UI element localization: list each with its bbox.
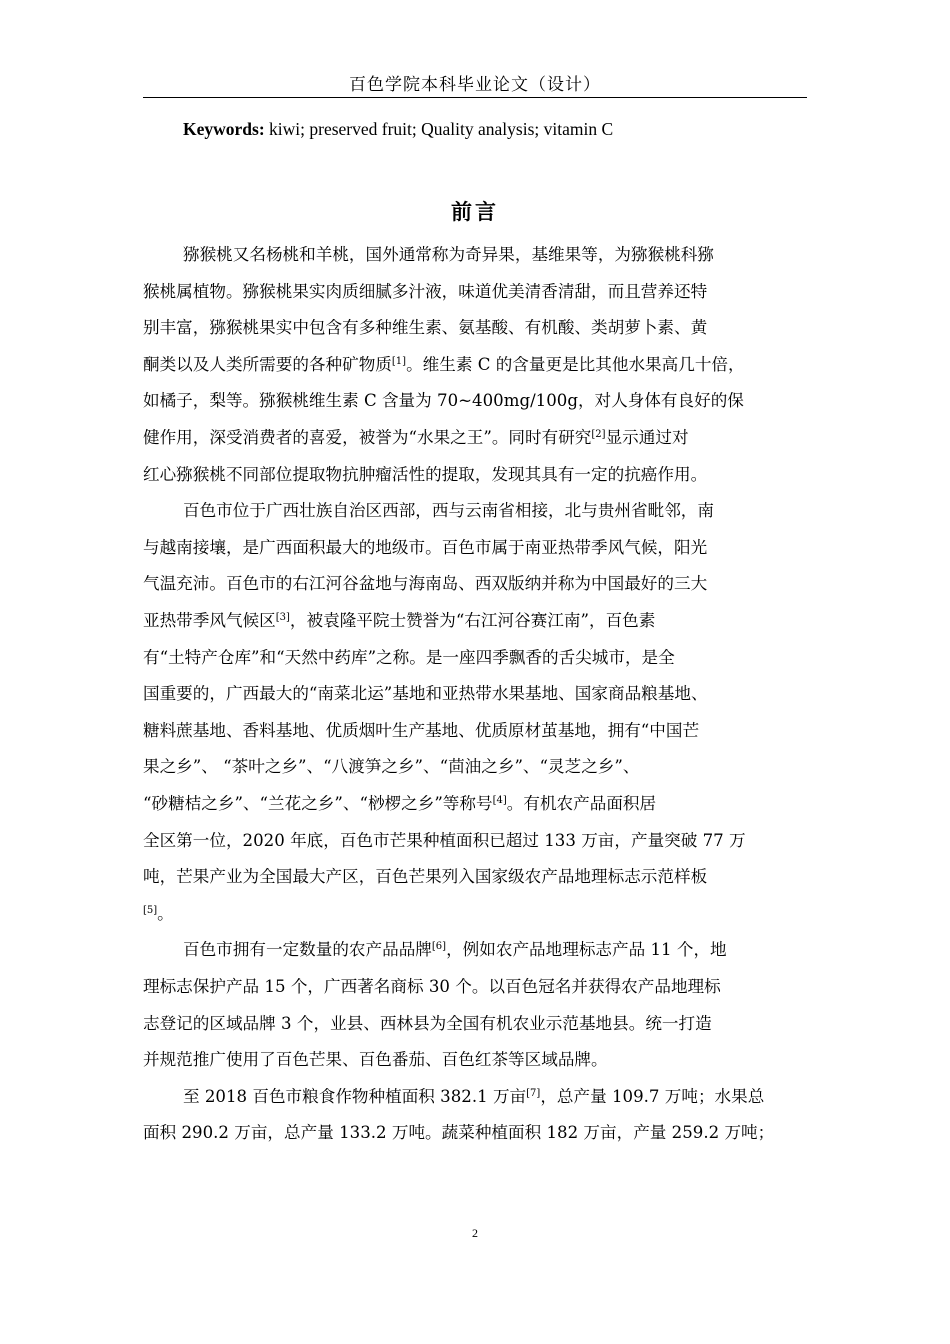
line-text: 百色市拥有一定数量的农产品品牌 [183, 940, 432, 960]
body-line [143, 823, 807, 860]
keywords-label: Keywords: [183, 119, 265, 139]
body-line [143, 859, 807, 896]
line-text-after: ，例如农产品地理标志产品 11 个，地 [446, 940, 727, 960]
line-text-after: ，总产量 109.7 万吨；水果总 [540, 1086, 765, 1106]
line-text: 全区第一位，2020 年底，百色市芒果种植面积已超过 133 万亩，产量突破 77 万 [143, 830, 746, 850]
line-text-after: ，被袁隆平院士赞誉为“右江河谷赛江南”，百色素 [289, 611, 656, 630]
line-text: 国重要的，广西最大的“南菜北运”基地和亚热带水果基地、国家商品粮基地、 [143, 684, 708, 704]
body-line [143, 676, 807, 713]
body-line [143, 274, 807, 311]
line-text: 猕猴桃又名杨桃和羊桃，国外通常称为奇异果，基维果等，为猕猴桃科猕 [183, 245, 714, 264]
keywords-text: kiwi; preserved fruit; Quality analysis; vitamin C [264, 119, 614, 139]
citation-ref: [5] [143, 904, 158, 916]
line-text-after: 。维生素 C 的含量更是比其他水果高几十倍， [406, 354, 745, 374]
line-text-after: 。 [157, 903, 174, 923]
line-text: 至 2018 百色市粮食作物种植面积 382.1 万亩 [183, 1086, 527, 1106]
citation-ref: [4] [492, 795, 507, 806]
line-text: 并规范推广使用了百色芒果、百色番茄、百色红茶等区域品牌。 [143, 1050, 608, 1070]
body-line [143, 347, 807, 384]
line-text-after: 显示通过对 [605, 428, 689, 447]
citation-ref: [2] [591, 429, 606, 440]
body-line [143, 310, 807, 347]
line-text: 志登记的区域品牌 3 个，业县、西林县为全国有机农业示范基地县。统一打造 [143, 1013, 712, 1033]
body-line [143, 383, 807, 420]
body-line [183, 237, 807, 274]
line-text: 猴桃属植物。猕猴桃果实肉质细腻多汁液，味道优美清香清甜，而且营养还特 [143, 281, 708, 301]
line-text: 酮类以及人类所需要的各种矿物质 [143, 354, 392, 374]
keywords-line [183, 117, 613, 141]
line-text: 与越南接壤，是广西面积最大的地级市。百色市属于南亚热带季风气候，阳光 [143, 537, 708, 557]
body-line [183, 493, 807, 530]
line-text: 果之乡”、 “茶叶之乡”、“八渡笋之乡”、“茴油之乡”、“灵芝之乡”、 [143, 757, 640, 777]
body-line [143, 969, 807, 1006]
line-text: 理标志保护产品 15 个，广西著名商标 30 个。以百色冠名并获得农产品地理标 [143, 977, 721, 996]
line-text: 面积 290.2 万亩，总产量 133.2 万吨。蔬菜种植面积 182 万亩，产量 259.2 万吨； [143, 1123, 775, 1143]
body-line [143, 1115, 807, 1152]
line-text: 有“土特产仓库”和“天然中药库”之称。是一座四季飘香的舌尖城市，是全 [143, 647, 675, 667]
body-line [183, 932, 807, 969]
line-text: 别丰富，猕猴桃果实中包含有多种维生素、氨基酸、有机酸、类胡萝卜素、黄 [143, 318, 708, 338]
page-number: 2 [472, 1226, 478, 1240]
line-text: 健作用，深受消费者的喜爱，被誉为“水果之王”。同时有研究 [143, 428, 592, 447]
line-text: 如橘子，梨等。猕猴桃维生素 C 含量为 70~400mg/100g，对人身体有良好的保 [143, 391, 744, 411]
line-text: 百色市位于广西壮族自治区西部，西与云南省相接，北与贵州省毗邻，南 [183, 501, 714, 521]
citation-ref: [7] [526, 1087, 541, 1099]
body-line [143, 1006, 807, 1043]
line-text-after: 。有机农产品面积居 [506, 794, 657, 813]
line-text: 红心猕猴桃不同部位提取物抗肿瘤活性的提取，发现其具有一定的抗癌作用。 [143, 464, 708, 484]
citation-ref: [1] [391, 355, 407, 367]
body-line [183, 1079, 807, 1116]
line-text: 糖料蔗基地、香料基地、优质烟叶生产基地、优质原材茧基地，拥有“中国芒 [143, 720, 700, 740]
line-text: 亚热带季风气候区 [143, 611, 276, 630]
body-line [143, 786, 807, 823]
citation-ref: [3] [275, 612, 290, 623]
line-text: 气温充沛。百色市的右江河谷盆地与海南岛、西双版纳并称为中国最好的三大 [143, 574, 708, 594]
body-line [143, 713, 807, 750]
body-line [143, 896, 807, 933]
body-line [143, 457, 807, 494]
body-line [143, 530, 807, 567]
section-title: 前言 [451, 200, 499, 224]
body-line [143, 749, 807, 786]
body-line [143, 603, 807, 640]
line-text: “砂糖桔之乡”、“兰花之乡”、“桫椤之乡”等称号 [143, 794, 493, 813]
body-line [143, 420, 807, 457]
thesis-header: 百色学院本科毕业论文（设计） [143, 74, 807, 98]
body-line [143, 1042, 807, 1079]
line-text: 吨，芒果产业为全国最大产区，百色芒果列入国家级农产品地理标志示范样板 [143, 867, 708, 887]
body-line [143, 566, 807, 603]
body-line [143, 640, 807, 677]
citation-ref: [6] [431, 941, 447, 953]
